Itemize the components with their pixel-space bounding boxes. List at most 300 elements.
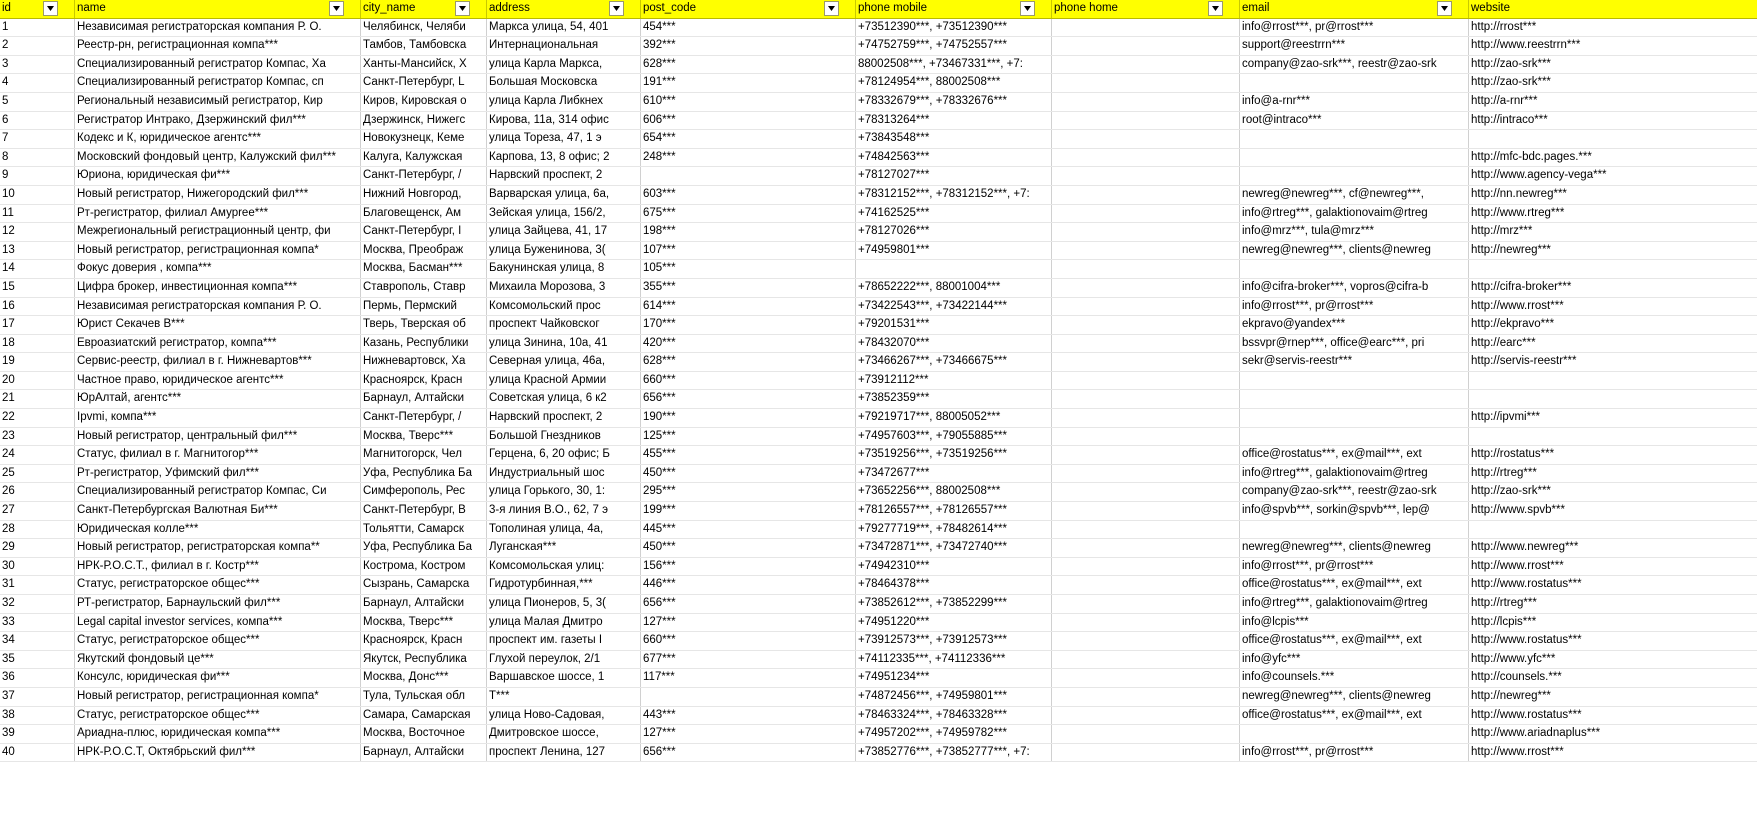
cell-website[interactable]: http://www.rrost***: [1469, 743, 1757, 762]
cell-city-name[interactable]: Москва, Восточное: [361, 725, 487, 744]
cell-phone-mobile[interactable]: +74951220***: [856, 613, 1052, 632]
cell-email[interactable]: [1240, 260, 1469, 279]
cell-post-code[interactable]: 445***: [641, 520, 856, 539]
cell-address[interactable]: Луганская***: [487, 539, 641, 558]
cell-website[interactable]: http://lcpis***: [1469, 613, 1757, 632]
cell-id[interactable]: 40: [0, 743, 75, 762]
cell-city-name[interactable]: Новокузнецк, Кеме: [361, 130, 487, 149]
cell-phone-mobile[interactable]: +74872456***, +74959801***: [856, 687, 1052, 706]
filter-dropdown-icon[interactable]: [329, 1, 344, 16]
cell-website[interactable]: http://counsels.***: [1469, 669, 1757, 688]
cell-website[interactable]: [1469, 130, 1757, 149]
cell-name[interactable]: Региональный независимый регистратор, Кир: [75, 92, 361, 111]
cell-phone-mobile[interactable]: [856, 260, 1052, 279]
cell-city-name[interactable]: Нижний Новгород,: [361, 185, 487, 204]
table-row[interactable]: [0, 613, 1757, 632]
cell-phone-mobile[interactable]: +74951234***: [856, 669, 1052, 688]
cell-post-code[interactable]: 355***: [641, 278, 856, 297]
cell-website[interactable]: http://www.yfc***: [1469, 650, 1757, 669]
cell-post-code[interactable]: 446***: [641, 576, 856, 595]
cell-city-name[interactable]: Ставрополь, Ставр: [361, 278, 487, 297]
filter-dropdown-icon[interactable]: [1437, 1, 1452, 16]
cell-email[interactable]: newreg@newreg***, clients@newreg: [1240, 241, 1469, 260]
cell-post-code[interactable]: 127***: [641, 725, 856, 744]
cell-phone-mobile[interactable]: +73472871***, +73472740***: [856, 539, 1052, 558]
cell-phone-mobile[interactable]: +79277719***, +78482614***: [856, 520, 1052, 539]
cell-post-code[interactable]: 127***: [641, 613, 856, 632]
cell-address[interactable]: Нарвский проспект, 2: [487, 167, 641, 186]
cell-address[interactable]: Большая Московска: [487, 74, 641, 93]
cell-phone-mobile[interactable]: +78124954***, 88002508***: [856, 74, 1052, 93]
cell-website[interactable]: http://zao-srk***: [1469, 55, 1757, 74]
cell-email[interactable]: [1240, 520, 1469, 539]
cell-website[interactable]: http://a-rnr***: [1469, 92, 1757, 111]
cell-post-code[interactable]: 295***: [641, 483, 856, 502]
cell-email[interactable]: newreg@newreg***, clients@newreg: [1240, 687, 1469, 706]
cell-address[interactable]: Карпова, 13, 8 офис; 2: [487, 148, 641, 167]
cell-phone-mobile[interactable]: +79219717***, 88005052***: [856, 409, 1052, 428]
cell-city-name[interactable]: Казань, Республики: [361, 334, 487, 353]
cell-id[interactable]: 5: [0, 92, 75, 111]
filter-dropdown-icon[interactable]: [824, 1, 839, 16]
cell-phone-home[interactable]: [1052, 632, 1240, 651]
cell-phone-home[interactable]: [1052, 743, 1240, 762]
cell-city-name[interactable]: Красноярск, Красн: [361, 632, 487, 651]
cell-id[interactable]: 13: [0, 241, 75, 260]
cell-website[interactable]: [1469, 520, 1757, 539]
cell-phone-mobile[interactable]: +78464378***: [856, 576, 1052, 595]
cell-id[interactable]: 11: [0, 204, 75, 223]
cell-name[interactable]: Евроазиатский регистратор, компа***: [75, 334, 361, 353]
cell-address[interactable]: Комсомольская улиц:: [487, 557, 641, 576]
cell-post-code[interactable]: 455***: [641, 446, 856, 465]
column-header-city-name[interactable]: [361, 0, 487, 18]
cell-id[interactable]: 30: [0, 557, 75, 576]
filter-dropdown-icon[interactable]: [1208, 1, 1223, 16]
cell-website[interactable]: http://www.rostatus***: [1469, 632, 1757, 651]
cell-city-name[interactable]: Тамбов, Тамбовска: [361, 37, 487, 56]
cell-email[interactable]: [1240, 74, 1469, 93]
cell-email[interactable]: bssvpr@rnep***, office@earc***, pri: [1240, 334, 1469, 353]
cell-address[interactable]: улица Тореза, 47, 1 э: [487, 130, 641, 149]
cell-phone-home[interactable]: [1052, 464, 1240, 483]
table-row[interactable]: [0, 595, 1757, 614]
table-row[interactable]: [0, 241, 1757, 260]
table-row[interactable]: [0, 464, 1757, 483]
cell-name[interactable]: Юриона, юридическая фи***: [75, 167, 361, 186]
cell-post-code[interactable]: 656***: [641, 390, 856, 409]
cell-phone-mobile[interactable]: +74959801***: [856, 241, 1052, 260]
cell-website[interactable]: http://www.rtreg***: [1469, 204, 1757, 223]
table-row[interactable]: [0, 706, 1757, 725]
cell-name[interactable]: Цифра брокер, инвестиционная компа***: [75, 278, 361, 297]
cell-city-name[interactable]: Москва, Донс***: [361, 669, 487, 688]
cell-website[interactable]: http://newreg***: [1469, 241, 1757, 260]
cell-address[interactable]: улица Зинина, 10а, 41: [487, 334, 641, 353]
table-row[interactable]: [0, 185, 1757, 204]
cell-phone-mobile[interactable]: +73472677***: [856, 464, 1052, 483]
cell-post-code[interactable]: 628***: [641, 55, 856, 74]
cell-post-code[interactable]: 614***: [641, 297, 856, 316]
cell-website[interactable]: http://www.newreg***: [1469, 539, 1757, 558]
cell-address[interactable]: Михаила Морозова, 3: [487, 278, 641, 297]
cell-id[interactable]: 24: [0, 446, 75, 465]
cell-phone-home[interactable]: [1052, 687, 1240, 706]
cell-email[interactable]: newreg@newreg***, clients@newreg: [1240, 539, 1469, 558]
column-header-phone-mobile[interactable]: [856, 0, 1052, 18]
cell-email[interactable]: company@zao-srk***, reestr@zao-srk: [1240, 483, 1469, 502]
cell-email[interactable]: [1240, 167, 1469, 186]
cell-phone-mobile[interactable]: +74957202***, +74959782***: [856, 725, 1052, 744]
cell-phone-home[interactable]: [1052, 334, 1240, 353]
cell-phone-home[interactable]: [1052, 92, 1240, 111]
cell-address[interactable]: Зейская улица, 156/2,: [487, 204, 641, 223]
table-row[interactable]: [0, 297, 1757, 316]
cell-city-name[interactable]: Барнаул, Алтайски: [361, 595, 487, 614]
cell-post-code[interactable]: 660***: [641, 371, 856, 390]
cell-name[interactable]: Независимая регистраторская компания Р. О.: [75, 297, 361, 316]
cell-name[interactable]: Новый регистратор, Нижегородский фил***: [75, 185, 361, 204]
cell-post-code[interactable]: 443***: [641, 706, 856, 725]
table-row[interactable]: [0, 557, 1757, 576]
cell-address[interactable]: проспект Ленина, 127: [487, 743, 641, 762]
cell-name[interactable]: Независимая регистраторская компания Р. О.: [75, 18, 361, 37]
cell-address[interactable]: Варшавское шоссе, 1: [487, 669, 641, 688]
cell-phone-home[interactable]: [1052, 390, 1240, 409]
cell-id[interactable]: 18: [0, 334, 75, 353]
table-row[interactable]: [0, 130, 1757, 149]
cell-website[interactable]: http://cifra-broker***: [1469, 278, 1757, 297]
cell-city-name[interactable]: Тула, Тульская обл: [361, 687, 487, 706]
table-row[interactable]: [0, 55, 1757, 74]
cell-address[interactable]: Индустриальный шос: [487, 464, 641, 483]
cell-website[interactable]: [1469, 371, 1757, 390]
cell-email[interactable]: info@rtreg***, galaktionovaim@rtreg: [1240, 464, 1469, 483]
cell-email[interactable]: root@intraco***: [1240, 111, 1469, 130]
cell-phone-mobile[interactable]: +78127026***: [856, 223, 1052, 242]
column-header-id[interactable]: [0, 0, 75, 18]
cell-email[interactable]: info@a-rnr***: [1240, 92, 1469, 111]
cell-id[interactable]: 16: [0, 297, 75, 316]
cell-phone-mobile[interactable]: +74957603***, +79055885***: [856, 427, 1052, 446]
cell-phone-home[interactable]: [1052, 706, 1240, 725]
cell-email[interactable]: info@rrost***, pr@rrost***: [1240, 297, 1469, 316]
cell-post-code[interactable]: 117***: [641, 669, 856, 688]
cell-website[interactable]: http://mrz***: [1469, 223, 1757, 242]
cell-city-name[interactable]: Санкт-Петербург, /: [361, 409, 487, 428]
cell-phone-mobile[interactable]: +73843548***: [856, 130, 1052, 149]
cell-website[interactable]: http://servis-reestr***: [1469, 353, 1757, 372]
cell-phone-home[interactable]: [1052, 483, 1240, 502]
cell-post-code[interactable]: [641, 167, 856, 186]
cell-name[interactable]: Ариадна-плюс, юридическая компа***: [75, 725, 361, 744]
cell-website[interactable]: http://www.spvb***: [1469, 502, 1757, 521]
cell-city-name[interactable]: Барнаул, Алтайски: [361, 743, 487, 762]
cell-id[interactable]: 7: [0, 130, 75, 149]
cell-website[interactable]: http://rostatus***: [1469, 446, 1757, 465]
table-row[interactable]: [0, 650, 1757, 669]
cell-website[interactable]: http://www.rostatus***: [1469, 706, 1757, 725]
cell-name[interactable]: Статус, регистраторское общес***: [75, 706, 361, 725]
cell-post-code[interactable]: 606***: [641, 111, 856, 130]
cell-city-name[interactable]: Кострома, Костром: [361, 557, 487, 576]
cell-website[interactable]: http://zao-srk***: [1469, 483, 1757, 502]
column-header-email[interactable]: [1240, 0, 1469, 18]
cell-email[interactable]: info@rrost***, pr@rrost***: [1240, 743, 1469, 762]
cell-id[interactable]: 21: [0, 390, 75, 409]
cell-post-code[interactable]: 656***: [641, 743, 856, 762]
cell-address[interactable]: улица Пионеров, 5, 3(: [487, 595, 641, 614]
cell-id[interactable]: 38: [0, 706, 75, 725]
cell-phone-mobile[interactable]: +73852776***, +73852777***, +7:: [856, 743, 1052, 762]
cell-id[interactable]: 22: [0, 409, 75, 428]
cell-address[interactable]: Комсомольский прос: [487, 297, 641, 316]
cell-name[interactable]: Рт-регистратор, Уфимский фил***: [75, 464, 361, 483]
cell-address[interactable]: Советская улица, 6 к2: [487, 390, 641, 409]
cell-id[interactable]: 31: [0, 576, 75, 595]
cell-address[interactable]: Т***: [487, 687, 641, 706]
cell-address[interactable]: Гидротурбинная,***: [487, 576, 641, 595]
table-row[interactable]: [0, 111, 1757, 130]
cell-phone-mobile[interactable]: +78463324***, +78463328***: [856, 706, 1052, 725]
cell-city-name[interactable]: Якутск, Республика: [361, 650, 487, 669]
table-row[interactable]: [0, 371, 1757, 390]
table-row[interactable]: [0, 92, 1757, 111]
cell-phone-mobile[interactable]: +78126557***, +78126557***: [856, 502, 1052, 521]
table-row[interactable]: [0, 278, 1757, 297]
cell-address[interactable]: Интернациональная: [487, 37, 641, 56]
cell-address[interactable]: Дмитровское шоссе,: [487, 725, 641, 744]
cell-name[interactable]: Юрист Секачев В***: [75, 316, 361, 335]
cell-phone-mobile[interactable]: +73422543***, +73422144***: [856, 297, 1052, 316]
cell-phone-home[interactable]: [1052, 130, 1240, 149]
cell-phone-home[interactable]: [1052, 278, 1240, 297]
cell-email[interactable]: office@rostatus***, ex@mail***, ext: [1240, 446, 1469, 465]
cell-id[interactable]: 28: [0, 520, 75, 539]
cell-phone-mobile[interactable]: +73852612***, +73852299***: [856, 595, 1052, 614]
cell-website[interactable]: http://newreg***: [1469, 687, 1757, 706]
cell-email[interactable]: [1240, 130, 1469, 149]
cell-post-code[interactable]: 610***: [641, 92, 856, 111]
filter-dropdown-icon[interactable]: [1020, 1, 1035, 16]
cell-post-code[interactable]: 125***: [641, 427, 856, 446]
cell-phone-mobile[interactable]: +73912573***, +73912573***: [856, 632, 1052, 651]
cell-name[interactable]: НРК-Р.О.С.Т., филиал в г. Костр***: [75, 557, 361, 576]
cell-address[interactable]: Герцена, 6, 20 офис; Б: [487, 446, 641, 465]
cell-phone-home[interactable]: [1052, 557, 1240, 576]
cell-phone-mobile[interactable]: +73852359***: [856, 390, 1052, 409]
table-row[interactable]: [0, 148, 1757, 167]
cell-website[interactable]: [1469, 260, 1757, 279]
cell-city-name[interactable]: Уфа, Республика Ба: [361, 539, 487, 558]
table-row[interactable]: [0, 687, 1757, 706]
cell-phone-home[interactable]: [1052, 204, 1240, 223]
cell-city-name[interactable]: Самара, Самарская: [361, 706, 487, 725]
table-row[interactable]: [0, 483, 1757, 502]
cell-phone-home[interactable]: [1052, 37, 1240, 56]
table-row[interactable]: [0, 409, 1757, 428]
cell-city-name[interactable]: Нижневартовск, Ха: [361, 353, 487, 372]
cell-name[interactable]: Статус, регистраторское общес***: [75, 576, 361, 595]
cell-id[interactable]: 10: [0, 185, 75, 204]
cell-phone-mobile[interactable]: +74112335***, +74112336***: [856, 650, 1052, 669]
cell-post-code[interactable]: 450***: [641, 464, 856, 483]
cell-phone-mobile[interactable]: +74162525***: [856, 204, 1052, 223]
filter-dropdown-icon[interactable]: [609, 1, 624, 16]
cell-email[interactable]: sekr@servis-reestr***: [1240, 353, 1469, 372]
cell-email[interactable]: info@counsels.***: [1240, 669, 1469, 688]
cell-phone-home[interactable]: [1052, 111, 1240, 130]
table-row[interactable]: [0, 260, 1757, 279]
cell-email[interactable]: office@rostatus***, ex@mail***, ext: [1240, 576, 1469, 595]
cell-post-code[interactable]: 107***: [641, 241, 856, 260]
cell-phone-home[interactable]: [1052, 725, 1240, 744]
cell-email[interactable]: [1240, 390, 1469, 409]
cell-address[interactable]: улица Буженинова, 3(: [487, 241, 641, 260]
cell-post-code[interactable]: 248***: [641, 148, 856, 167]
cell-post-code[interactable]: 392***: [641, 37, 856, 56]
cell-phone-home[interactable]: [1052, 223, 1240, 242]
cell-email[interactable]: [1240, 148, 1469, 167]
cell-phone-home[interactable]: [1052, 613, 1240, 632]
cell-website[interactable]: http://ekpravo***: [1469, 316, 1757, 335]
cell-post-code[interactable]: 677***: [641, 650, 856, 669]
cell-id[interactable]: 23: [0, 427, 75, 446]
table-row[interactable]: [0, 743, 1757, 762]
cell-phone-home[interactable]: [1052, 409, 1240, 428]
cell-name[interactable]: Рт-регистратор, филиал Амурree***: [75, 204, 361, 223]
cell-city-name[interactable]: Москва, Тверс***: [361, 613, 487, 632]
cell-phone-home[interactable]: [1052, 18, 1240, 37]
cell-city-name[interactable]: Уфа, Республика Ба: [361, 464, 487, 483]
cell-city-name[interactable]: Калуга, Калужская: [361, 148, 487, 167]
cell-city-name[interactable]: Пермь, Пермский: [361, 297, 487, 316]
cell-email[interactable]: office@rostatus***, ex@mail***, ext: [1240, 706, 1469, 725]
cell-phone-mobile[interactable]: +73519256***, +73519256***: [856, 446, 1052, 465]
cell-id[interactable]: 29: [0, 539, 75, 558]
cell-post-code[interactable]: 656***: [641, 595, 856, 614]
cell-phone-mobile[interactable]: +78652222***, 88001004***: [856, 278, 1052, 297]
column-header-name[interactable]: [75, 0, 361, 18]
table-row[interactable]: [0, 427, 1757, 446]
cell-post-code[interactable]: 675***: [641, 204, 856, 223]
cell-id[interactable]: 2: [0, 37, 75, 56]
cell-post-code[interactable]: 454***: [641, 18, 856, 37]
cell-address[interactable]: Маркса улица, 54, 401: [487, 18, 641, 37]
cell-id[interactable]: 15: [0, 278, 75, 297]
cell-email[interactable]: info@spvb***, sorkin@spvb***, lep@: [1240, 502, 1469, 521]
cell-id[interactable]: 33: [0, 613, 75, 632]
cell-phone-home[interactable]: [1052, 446, 1240, 465]
cell-phone-home[interactable]: [1052, 650, 1240, 669]
cell-email[interactable]: ekpravo@yandex***: [1240, 316, 1469, 335]
cell-post-code[interactable]: 628***: [641, 353, 856, 372]
cell-name[interactable]: Кодекс и К, юридическое агентс***: [75, 130, 361, 149]
cell-phone-mobile[interactable]: +73652256***, 88002508***: [856, 483, 1052, 502]
cell-name[interactable]: Новый регистратор, регистраторская компа**: [75, 539, 361, 558]
cell-phone-mobile[interactable]: +78127027***: [856, 167, 1052, 186]
cell-id[interactable]: 19: [0, 353, 75, 372]
cell-website[interactable]: http://mfc-bdc.pages.***: [1469, 148, 1757, 167]
cell-id[interactable]: 26: [0, 483, 75, 502]
cell-name[interactable]: Новый регистратор, центральный фил***: [75, 427, 361, 446]
cell-city-name[interactable]: Ханты-Мансийск, Х: [361, 55, 487, 74]
cell-city-name[interactable]: Симферополь, Рес: [361, 483, 487, 502]
cell-id[interactable]: 9: [0, 167, 75, 186]
cell-id[interactable]: 8: [0, 148, 75, 167]
cell-address[interactable]: Нарвский проспект, 2: [487, 409, 641, 428]
cell-post-code[interactable]: 191***: [641, 74, 856, 93]
cell-post-code[interactable]: 156***: [641, 557, 856, 576]
cell-website[interactable]: http://www.agency-vega***: [1469, 167, 1757, 186]
cell-name[interactable]: Специализированный регистратор Компас, Ха: [75, 55, 361, 74]
cell-name[interactable]: Московский фондовый центр, Калужский фил***: [75, 148, 361, 167]
cell-phone-mobile[interactable]: +73912112***: [856, 371, 1052, 390]
cell-id[interactable]: 12: [0, 223, 75, 242]
cell-id[interactable]: 34: [0, 632, 75, 651]
cell-city-name[interactable]: Санкт-Петербург, I: [361, 223, 487, 242]
table-row[interactable]: [0, 223, 1757, 242]
table-row[interactable]: [0, 390, 1757, 409]
cell-id[interactable]: 20: [0, 371, 75, 390]
column-header-phone-home[interactable]: [1052, 0, 1240, 18]
cell-address[interactable]: улица Малая Дмитро: [487, 613, 641, 632]
cell-phone-home[interactable]: [1052, 520, 1240, 539]
cell-address[interactable]: Варварская улица, 6а,: [487, 185, 641, 204]
cell-name[interactable]: Фокус доверия , компа***: [75, 260, 361, 279]
cell-address[interactable]: улица Ново-Садовая,: [487, 706, 641, 725]
cell-email[interactable]: [1240, 427, 1469, 446]
cell-phone-home[interactable]: [1052, 297, 1240, 316]
cell-phone-home[interactable]: [1052, 371, 1240, 390]
table-row[interactable]: [0, 353, 1757, 372]
cell-website[interactable]: http://www.rrost***: [1469, 297, 1757, 316]
cell-phone-home[interactable]: [1052, 167, 1240, 186]
cell-phone-mobile[interactable]: +78312152***, +78312152***, +7:: [856, 185, 1052, 204]
cell-id[interactable]: 25: [0, 464, 75, 483]
cell-email[interactable]: support@reestrrn***: [1240, 37, 1469, 56]
cell-id[interactable]: 3: [0, 55, 75, 74]
cell-phone-home[interactable]: [1052, 316, 1240, 335]
cell-address[interactable]: улица Горького, 30, 1:: [487, 483, 641, 502]
cell-email[interactable]: [1240, 371, 1469, 390]
cell-name[interactable]: Legal capital investor services, компа***: [75, 613, 361, 632]
cell-phone-mobile[interactable]: +78313264***: [856, 111, 1052, 130]
cell-address[interactable]: Бакунинская улица, 8: [487, 260, 641, 279]
cell-phone-mobile[interactable]: +74752759***, +74752557***: [856, 37, 1052, 56]
cell-city-name[interactable]: Киров, Кировская о: [361, 92, 487, 111]
cell-website[interactable]: http://earc***: [1469, 334, 1757, 353]
cell-name[interactable]: ЮрАлтай, агентс***: [75, 390, 361, 409]
cell-id[interactable]: 35: [0, 650, 75, 669]
cell-post-code[interactable]: 603***: [641, 185, 856, 204]
cell-email[interactable]: office@rostatus***, ex@mail***, ext: [1240, 632, 1469, 651]
cell-city-name[interactable]: Барнаул, Алтайски: [361, 390, 487, 409]
cell-name[interactable]: Юридическая колле***: [75, 520, 361, 539]
cell-phone-mobile[interactable]: +73512390***, +73512390***: [856, 18, 1052, 37]
cell-name[interactable]: Консулс, юридическая фи***: [75, 669, 361, 688]
table-row[interactable]: [0, 539, 1757, 558]
cell-post-code[interactable]: [641, 687, 856, 706]
table-row[interactable]: [0, 37, 1757, 56]
cell-city-name[interactable]: Магнитогорск, Чел: [361, 446, 487, 465]
cell-post-code[interactable]: 420***: [641, 334, 856, 353]
cell-phone-mobile[interactable]: 88002508***, +73467331***, +7:: [856, 55, 1052, 74]
cell-email[interactable]: info@rtreg***, galaktionovaim@rtreg: [1240, 595, 1469, 614]
cell-name[interactable]: РТ-регистратор, Барнаульский фил***: [75, 595, 361, 614]
table-row[interactable]: [0, 446, 1757, 465]
table-row[interactable]: [0, 576, 1757, 595]
